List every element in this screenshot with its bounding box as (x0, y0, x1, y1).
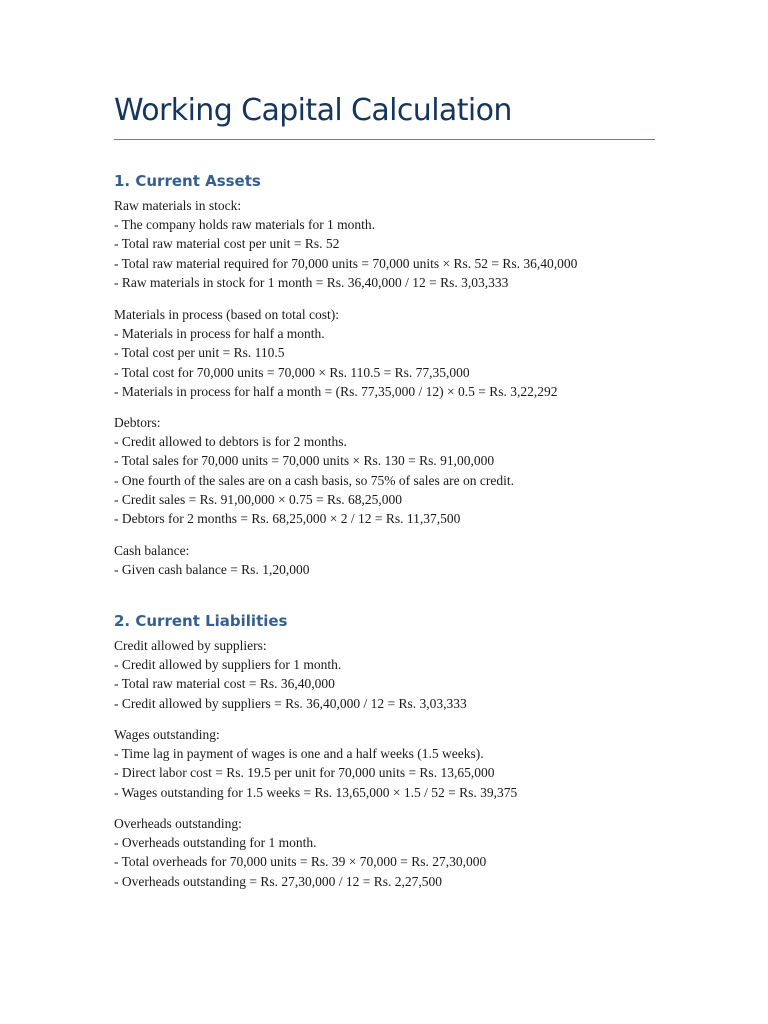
section-heading-current-assets: 1. Current Assets (114, 172, 261, 190)
block-line: - Total cost for 70,000 units = 70,000 × Rs. 110.5 = Rs. 77,35,000 (114, 364, 470, 380)
block-label: Cash balance: (114, 543, 190, 558)
block-line: - Total overheads for 70,000 units = Rs. 39 × 70,000 = Rs. 27,30,000 (114, 854, 487, 870)
block-label: Debtors: (114, 415, 161, 430)
block-line: - Materials in process for half a month = (Rs. 77,35,000 / 12) × 0.5 = Rs. 3,22,292 (114, 383, 558, 399)
block-credit-by-suppliers (114, 636, 467, 713)
block-line: - Overheads outstanding = Rs. 27,30,000 / 12 = Rs. 2,27,500 (114, 873, 442, 889)
block-label: Credit allowed by suppliers: (114, 638, 267, 653)
block-line: - Total raw material cost per unit = Rs. 52 (114, 236, 340, 252)
block-label: Overheads outstanding: (114, 816, 242, 831)
block-line: - Materials in process for half a month. (114, 326, 325, 342)
block-debtors (114, 413, 514, 528)
title-underline (114, 139, 655, 140)
block-label: Raw materials in stock: (114, 198, 242, 213)
block-line: - Debtors for 2 months = Rs. 68,25,000 × 2 / 12 = Rs. 11,37,500 (114, 510, 461, 526)
block-line: - Total raw material required for 70,000 units = 70,000 units × Rs. 52 = Rs. 36,40,000 (114, 255, 578, 271)
block-line: - Credit allowed by suppliers for 1 month. (114, 657, 342, 673)
block-line: - Total raw material cost = Rs. 36,40,000 (114, 676, 335, 692)
block-line: - Credit allowed by suppliers = Rs. 36,40,000 / 12 = Rs. 3,03,333 (114, 695, 467, 711)
block-line: - Given cash balance = Rs. 1,20,000 (114, 562, 310, 578)
block-line: - The company holds raw materials for 1 month. (114, 217, 376, 233)
block-line: - Time lag in payment of wages is one and a half weeks (1.5 weeks). (114, 746, 484, 762)
block-line: - Wages outstanding for 1.5 weeks = Rs. 13,65,000 × 1.5 / 52 = Rs. 39,375 (114, 784, 518, 800)
block-label: Wages outstanding: (114, 727, 220, 742)
block-materials-in-process (114, 305, 558, 401)
block-line: - Total cost per unit = Rs. 110.5 (114, 345, 285, 361)
block-line: - Total sales for 70,000 units = 70,000 units × Rs. 130 = Rs. 91,00,000 (114, 453, 495, 469)
block-line: - Credit allowed to debtors is for 2 months. (114, 434, 347, 450)
block-overheads-outstanding (114, 814, 486, 891)
block-line: - Credit sales = Rs. 91,00,000 × 0.75 = Rs. 68,25,000 (114, 491, 402, 507)
section-heading-current-liabilities: 2. Current Liabilities (114, 612, 288, 630)
document-title: Working Capital Calculation (114, 93, 512, 128)
block-line: - One fourth of the sales are on a cash basis, so 75% of sales are on credit. (114, 472, 514, 488)
block-wages-outstanding (114, 725, 517, 802)
block-line: - Raw materials in stock for 1 month = Rs. 36,40,000 / 12 = Rs. 3,03,333 (114, 274, 509, 290)
block-line: - Direct labor cost = Rs. 19.5 per unit for 70,000 units = Rs. 13,65,000 (114, 765, 495, 781)
block-raw-materials (114, 196, 577, 292)
block-cash-balance (114, 541, 309, 579)
block-line: - Overheads outstanding for 1 month. (114, 835, 317, 851)
block-label: Materials in process (based on total cost): (114, 307, 339, 322)
